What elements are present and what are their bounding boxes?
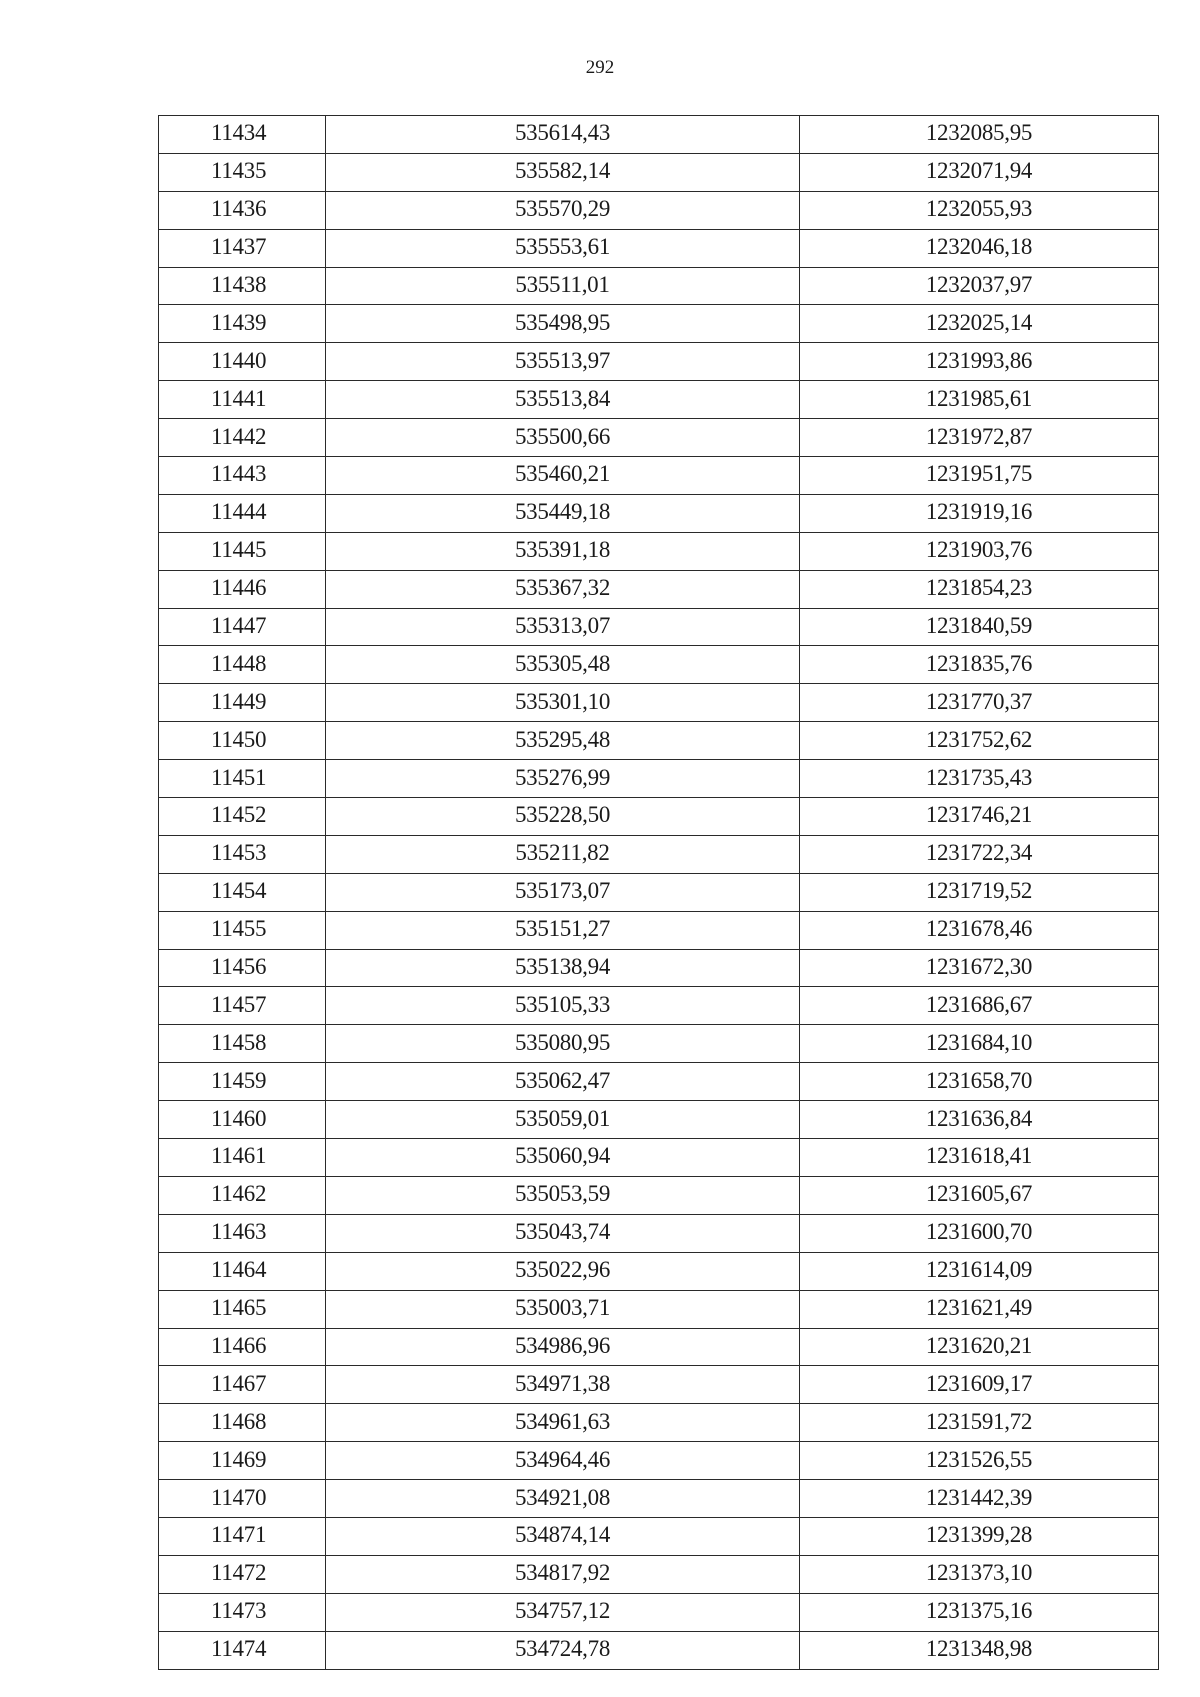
y-coordinate-cell: 1231735,43 — [800, 760, 1159, 798]
y-coordinate-cell: 1231678,46 — [800, 911, 1159, 949]
point-number-cell: 11442 — [159, 419, 326, 457]
point-number-cell: 11473 — [159, 1593, 326, 1631]
x-coordinate-cell: 534921,08 — [326, 1480, 800, 1518]
point-number-cell: 11469 — [159, 1442, 326, 1480]
point-number-cell: 11435 — [159, 153, 326, 191]
point-number-cell: 11446 — [159, 570, 326, 608]
table-row — [159, 267, 1159, 305]
point-number-cell: 11440 — [159, 343, 326, 381]
point-number-cell: 11466 — [159, 1328, 326, 1366]
table-row — [159, 1101, 1159, 1139]
y-coordinate-cell: 1231609,17 — [800, 1366, 1159, 1404]
x-coordinate-cell: 534964,46 — [326, 1442, 800, 1480]
x-coordinate-cell: 535043,74 — [326, 1214, 800, 1252]
table-row — [159, 1214, 1159, 1252]
y-coordinate-cell: 1231835,76 — [800, 646, 1159, 684]
x-coordinate-cell: 535053,59 — [326, 1176, 800, 1214]
table-row — [159, 1442, 1159, 1480]
table-row — [159, 1139, 1159, 1177]
coordinates-table — [158, 115, 1159, 1670]
y-coordinate-cell: 1231591,72 — [800, 1404, 1159, 1442]
y-coordinate-cell: 1231600,70 — [800, 1214, 1159, 1252]
point-number-cell: 11461 — [159, 1139, 326, 1177]
table-row — [159, 532, 1159, 570]
x-coordinate-cell: 534874,14 — [326, 1517, 800, 1555]
x-coordinate-cell: 535062,47 — [326, 1063, 800, 1101]
point-number-cell: 11472 — [159, 1555, 326, 1593]
y-coordinate-cell: 1231770,37 — [800, 684, 1159, 722]
x-coordinate-cell: 535080,95 — [326, 1025, 800, 1063]
table-row — [159, 1290, 1159, 1328]
table-row — [159, 1252, 1159, 1290]
table-row — [159, 1366, 1159, 1404]
table-row — [159, 1631, 1159, 1669]
point-number-cell: 11465 — [159, 1290, 326, 1328]
table-row — [159, 684, 1159, 722]
y-coordinate-cell: 1232055,93 — [800, 191, 1159, 229]
y-coordinate-cell: 1231375,16 — [800, 1593, 1159, 1631]
table-row — [159, 722, 1159, 760]
y-coordinate-cell: 1231399,28 — [800, 1517, 1159, 1555]
x-coordinate-cell: 535295,48 — [326, 722, 800, 760]
point-number-cell: 11467 — [159, 1366, 326, 1404]
x-coordinate-cell: 534971,38 — [326, 1366, 800, 1404]
x-coordinate-cell: 535022,96 — [326, 1252, 800, 1290]
table-row — [159, 835, 1159, 873]
x-coordinate-cell: 535173,07 — [326, 873, 800, 911]
point-number-cell: 11450 — [159, 722, 326, 760]
table-row — [159, 1176, 1159, 1214]
x-coordinate-cell: 534961,63 — [326, 1404, 800, 1442]
x-coordinate-cell: 535513,84 — [326, 381, 800, 419]
table-row — [159, 1517, 1159, 1555]
point-number-cell: 11455 — [159, 911, 326, 949]
table-row — [159, 646, 1159, 684]
x-coordinate-cell: 534757,12 — [326, 1593, 800, 1631]
table-row — [159, 1063, 1159, 1101]
x-coordinate-cell: 535060,94 — [326, 1139, 800, 1177]
x-coordinate-cell: 535059,01 — [326, 1101, 800, 1139]
x-coordinate-cell: 535498,95 — [326, 305, 800, 343]
x-coordinate-cell: 535305,48 — [326, 646, 800, 684]
y-coordinate-cell: 1232046,18 — [800, 229, 1159, 267]
point-number-cell: 11468 — [159, 1404, 326, 1442]
point-number-cell: 11471 — [159, 1517, 326, 1555]
point-number-cell: 11456 — [159, 949, 326, 987]
point-number-cell: 11470 — [159, 1480, 326, 1518]
point-number-cell: 11445 — [159, 532, 326, 570]
page-number: 292 — [585, 57, 615, 78]
x-coordinate-cell: 535228,50 — [326, 798, 800, 836]
y-coordinate-cell: 1231620,21 — [800, 1328, 1159, 1366]
y-coordinate-cell: 1232025,14 — [800, 305, 1159, 343]
point-number-cell: 11448 — [159, 646, 326, 684]
y-coordinate-cell: 1232085,95 — [800, 116, 1159, 154]
point-number-cell: 11447 — [159, 608, 326, 646]
point-number-cell: 11434 — [159, 116, 326, 154]
x-coordinate-cell: 535511,01 — [326, 267, 800, 305]
point-number-cell: 11459 — [159, 1063, 326, 1101]
point-number-cell: 11452 — [159, 798, 326, 836]
x-coordinate-cell: 535500,66 — [326, 419, 800, 457]
y-coordinate-cell: 1231621,49 — [800, 1290, 1159, 1328]
x-coordinate-cell: 535391,18 — [326, 532, 800, 570]
table-row — [159, 873, 1159, 911]
table-row — [159, 798, 1159, 836]
y-coordinate-cell: 1231348,98 — [800, 1631, 1159, 1669]
x-coordinate-cell: 535211,82 — [326, 835, 800, 873]
point-number-cell: 11451 — [159, 760, 326, 798]
y-coordinate-cell: 1231993,86 — [800, 343, 1159, 381]
x-coordinate-cell: 535105,33 — [326, 987, 800, 1025]
table-row — [159, 381, 1159, 419]
table-row — [159, 1593, 1159, 1631]
point-number-cell: 11439 — [159, 305, 326, 343]
point-number-cell: 11458 — [159, 1025, 326, 1063]
y-coordinate-cell: 1231373,10 — [800, 1555, 1159, 1593]
y-coordinate-cell: 1231442,39 — [800, 1480, 1159, 1518]
table-row — [159, 305, 1159, 343]
x-coordinate-cell: 534817,92 — [326, 1555, 800, 1593]
x-coordinate-cell: 535614,43 — [326, 116, 800, 154]
x-coordinate-cell: 535151,27 — [326, 911, 800, 949]
y-coordinate-cell: 1231636,84 — [800, 1101, 1159, 1139]
point-number-cell: 11436 — [159, 191, 326, 229]
table-row — [159, 229, 1159, 267]
table-row — [159, 1404, 1159, 1442]
y-coordinate-cell: 1231605,67 — [800, 1176, 1159, 1214]
x-coordinate-cell: 535582,14 — [326, 153, 800, 191]
y-coordinate-cell: 1231985,61 — [800, 381, 1159, 419]
coordinates-table-body — [159, 116, 1159, 1670]
y-coordinate-cell: 1231752,62 — [800, 722, 1159, 760]
table-row — [159, 343, 1159, 381]
y-coordinate-cell: 1231722,34 — [800, 835, 1159, 873]
y-coordinate-cell: 1231684,10 — [800, 1025, 1159, 1063]
table-row — [159, 419, 1159, 457]
y-coordinate-cell: 1231746,21 — [800, 798, 1159, 836]
table-row — [159, 457, 1159, 495]
x-coordinate-cell: 535570,29 — [326, 191, 800, 229]
x-coordinate-cell: 535138,94 — [326, 949, 800, 987]
y-coordinate-cell: 1231972,87 — [800, 419, 1159, 457]
y-coordinate-cell: 1231919,16 — [800, 494, 1159, 532]
table-row — [159, 1555, 1159, 1593]
table-row — [159, 116, 1159, 154]
point-number-cell: 11460 — [159, 1101, 326, 1139]
table-row — [159, 608, 1159, 646]
table-row — [159, 949, 1159, 987]
table-row — [159, 494, 1159, 532]
x-coordinate-cell: 535449,18 — [326, 494, 800, 532]
y-coordinate-cell: 1231658,70 — [800, 1063, 1159, 1101]
point-number-cell: 11463 — [159, 1214, 326, 1252]
point-number-cell: 11438 — [159, 267, 326, 305]
x-coordinate-cell: 535301,10 — [326, 684, 800, 722]
table-row — [159, 911, 1159, 949]
point-number-cell: 11449 — [159, 684, 326, 722]
y-coordinate-cell: 1231903,76 — [800, 532, 1159, 570]
y-coordinate-cell: 1232071,94 — [800, 153, 1159, 191]
point-number-cell: 11441 — [159, 381, 326, 419]
x-coordinate-cell: 535513,97 — [326, 343, 800, 381]
y-coordinate-cell: 1231951,75 — [800, 457, 1159, 495]
table-row — [159, 760, 1159, 798]
table-row — [159, 570, 1159, 608]
y-coordinate-cell: 1231854,23 — [800, 570, 1159, 608]
x-coordinate-cell: 535553,61 — [326, 229, 800, 267]
table-row — [159, 1025, 1159, 1063]
x-coordinate-cell: 535313,07 — [326, 608, 800, 646]
y-coordinate-cell: 1231686,67 — [800, 987, 1159, 1025]
y-coordinate-cell: 1231719,52 — [800, 873, 1159, 911]
x-coordinate-cell: 535460,21 — [326, 457, 800, 495]
point-number-cell: 11457 — [159, 987, 326, 1025]
y-coordinate-cell: 1231618,41 — [800, 1139, 1159, 1177]
x-coordinate-cell: 535367,32 — [326, 570, 800, 608]
table-row — [159, 987, 1159, 1025]
point-number-cell: 11444 — [159, 494, 326, 532]
y-coordinate-cell: 1232037,97 — [800, 267, 1159, 305]
y-coordinate-cell: 1231526,55 — [800, 1442, 1159, 1480]
table-row — [159, 1328, 1159, 1366]
x-coordinate-cell: 535276,99 — [326, 760, 800, 798]
point-number-cell: 11443 — [159, 457, 326, 495]
table-row — [159, 153, 1159, 191]
point-number-cell: 11464 — [159, 1252, 326, 1290]
x-coordinate-cell: 534986,96 — [326, 1328, 800, 1366]
point-number-cell: 11454 — [159, 873, 326, 911]
y-coordinate-cell: 1231840,59 — [800, 608, 1159, 646]
table-row — [159, 1480, 1159, 1518]
table-row — [159, 191, 1159, 229]
point-number-cell: 11453 — [159, 835, 326, 873]
y-coordinate-cell: 1231614,09 — [800, 1252, 1159, 1290]
point-number-cell: 11474 — [159, 1631, 326, 1669]
point-number-cell: 11462 — [159, 1176, 326, 1214]
y-coordinate-cell: 1231672,30 — [800, 949, 1159, 987]
point-number-cell: 11437 — [159, 229, 326, 267]
x-coordinate-cell: 534724,78 — [326, 1631, 800, 1669]
x-coordinate-cell: 535003,71 — [326, 1290, 800, 1328]
